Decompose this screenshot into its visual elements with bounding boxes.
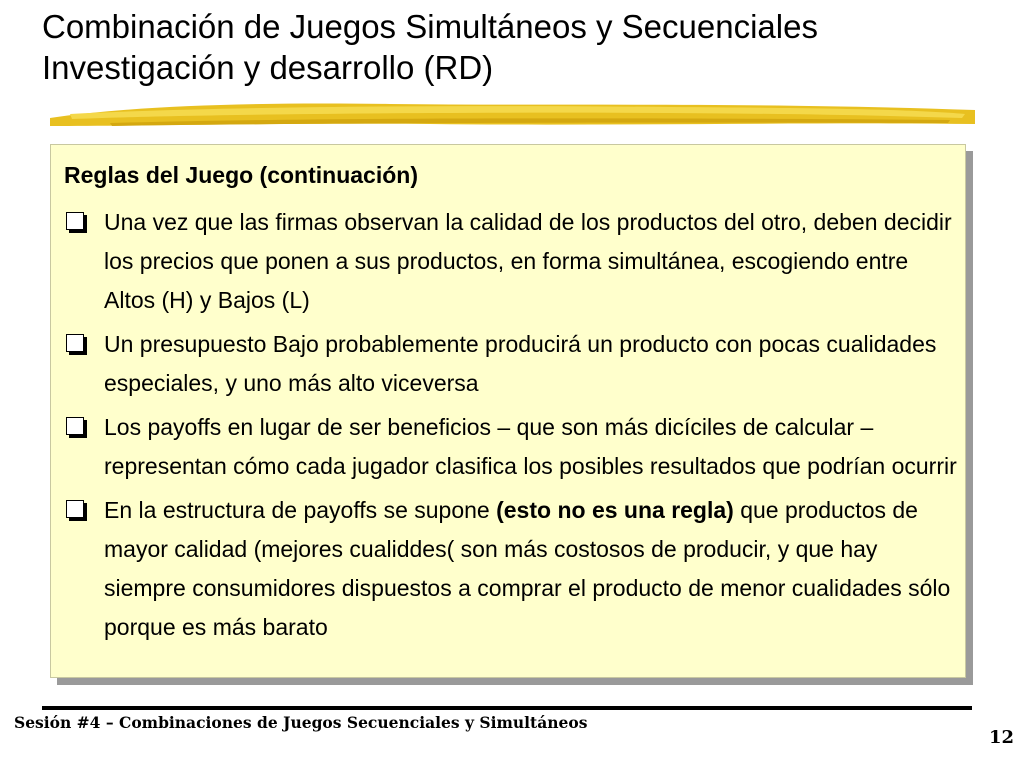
- checkbox-bullet-icon: [66, 212, 84, 230]
- checkbox-bullet-icon: [66, 417, 84, 435]
- bullet-text: Los payoffs en lugar de ser beneficios – que son más dicíciles de calcular – representan cómo cada jugador clasifica los posibles resultados que podrían ocurrir: [104, 414, 957, 479]
- bullet-item: [64, 408, 964, 486]
- bullet-text-part: que productos de mayor calidad (mejores cualiddes( son más costosos de producir, y que hay siempre consumidores dispuestos a comprar el producto de menor cualidades sólo porque es más barato: [104, 497, 951, 640]
- footer-divider: [42, 706, 972, 710]
- title-line-1: Combinación de Juegos Simultáneos y Secuenciales: [42, 8, 818, 45]
- yellow-brush-stroke: [50, 96, 975, 134]
- bullet-text: Una vez que las firmas observan la calidad de los productos del otro, deben decidir los precios que ponen a sus productos, en forma simultánea, escogiendo entre Altos (H) y Bajos (L): [104, 209, 952, 313]
- page-number: 12: [988, 727, 1014, 748]
- bullet-text-emphasis: (esto no es una regla): [496, 497, 734, 523]
- title-line-2: Investigación y desarrollo (RD): [42, 49, 494, 86]
- slide-title: [42, 6, 1002, 88]
- bullet-item: [64, 203, 964, 320]
- checkbox-bullet-icon: [66, 500, 84, 518]
- bullet-item: [64, 491, 964, 647]
- bullet-text: Un presupuesto Bajo probablemente producirá un producto con pocas cualidades especiales, y uno más alto viceversa: [104, 331, 937, 396]
- footer-session: Sesión #4 – Combinaciones de Juegos Secuenciales y Simultáneos: [14, 713, 588, 732]
- checkbox-bullet-icon: [66, 334, 84, 352]
- bullet-list: [64, 203, 964, 652]
- rules-heading: Reglas del Juego (continuación): [64, 162, 418, 188]
- bullet-item: [64, 325, 964, 403]
- bullet-text-part: En la estructura de payoffs se supone: [104, 497, 497, 523]
